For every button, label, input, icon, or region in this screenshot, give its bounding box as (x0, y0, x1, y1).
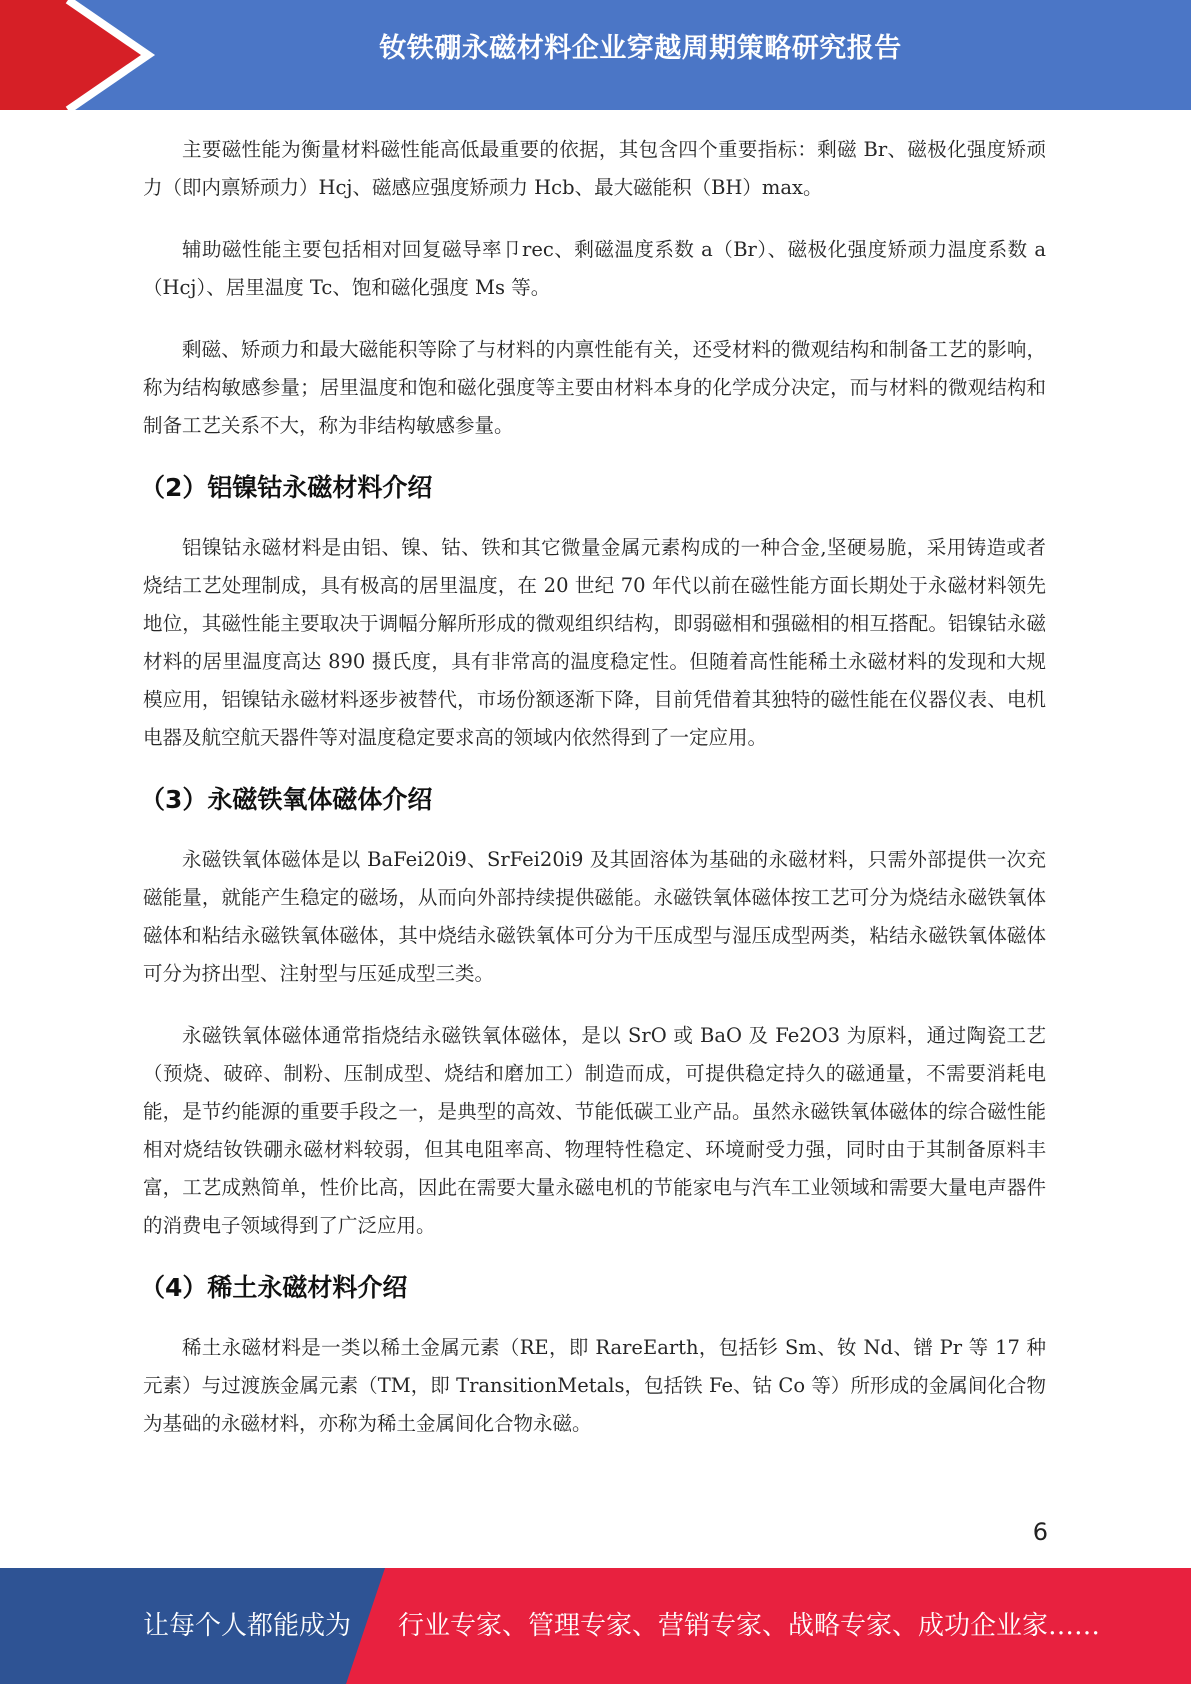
page-footer (0, 1568, 1191, 1684)
footer-slogan-left: 让每个人都能成为 (143, 1611, 352, 1641)
paragraph: 稀土永磁材料是一类以稀土金属元素（RE，即 RareEarth，包括钐 Sm、钕 Nd、镨 Pr 等 17 种元素）与过渡族金属元素（TM，即 TransitionMetals，包括铁 Fe、钴 Co 等）所形成的金属间化合物为基础的永磁材料，亦称为稀土金属间化合物永磁。 (143, 1336, 1046, 1435)
footer-slogan-right: 行业专家、管理专家、营销专家、战略专家、成功企业家…… (398, 1611, 1101, 1641)
paragraph: 主要磁性能为衡量材料磁性能高低最重要的依据，其包含四个重要指标：剩磁 Br、磁极化强度矫顽力（即内禀矫顽力）Hcj、磁感应强度矫顽力 Hcb、最大磁能积（BH）max。 (143, 138, 1046, 199)
section-heading: （4）稀土永磁材料介绍 (140, 1273, 408, 1302)
paragraph: 永磁铁氧体磁体是以 BaFei20i9、SrFei20i9 及其固溶体为基础的永磁材料，只需外部提供一次充磁能量，就能产生稳定的磁场，从而向外部持续提供磁能。永磁铁氧体磁体按工艺可分为烧结永磁铁氧体磁体和粘结永磁铁氧体磁体，其中烧结永磁铁氧体可分为干压成型与湿压成型两类，粘结永磁铁氧体磁体可分为挤出型、注射型与压延成型三类。 (143, 848, 1046, 985)
paragraph: 辅助磁性能主要包括相对回复磁导率卩rec、剩磁温度系数 a（Br）、磁极化强度矫顽力温度系数 a（Hcj）、居里温度 Tc、饱和磁化强度 Ms 等。 (143, 238, 1046, 299)
paragraph: 永磁铁氧体磁体通常指烧结永磁铁氧体磁体，是以 SrO 或 BaO 及 Fe2O3 为原料，通过陶瓷工艺（预烧、破碎、制粉、压制成型、烧结和磨加工）制造而成，可提供稳定持久的磁通量，不需要消耗电能，是节约能源的重要手段之一，是典型的高效、节能低碳工业产品。虽然永磁铁氧体磁体的综合磁性能相对烧结钕铁硼永磁材料较弱，但其电阻率高、物理特性稳定、环境耐受力强，同时由于其制备原料丰富，工艺成熟简单，性价比高，因此在需要大量永磁电机的节能家电与汽车工业领域和需要大量电声器件的消费电子领域得到了广泛应用。 (143, 1024, 1046, 1237)
section-heading: （2）铝镍钴永磁材料介绍 (140, 473, 433, 502)
page-number: 6 (1032, 1518, 1048, 1546)
section-heading: （3）永磁铁氧体磁体介绍 (140, 785, 433, 814)
document-body (140, 131, 1046, 1467)
paragraph: 铝镍钴永磁材料是由铝、镍、钴、铁和其它微量金属元素构成的一种合金,坚硬易脆，采用铸造或者烧结工艺处理制成，具有极高的居里温度，在 20 世纪 70 年代以前在磁性能方面长期处于永磁材料领先地位，其磁性能主要取决于调幅分解所形成的微观组织结构，即弱磁相和强磁相的相互搭配。铝镍钴永磁材料的居里温度高达 890 摄氏度，具有非常高的温度稳定性。但随着高性能稀土永磁材料的发现和大规模应用，铝镍钴永磁材料逐步被替代，市场份额逐渐下降，目前凭借着其独特的磁性能在仪器仪表、电机电器及航空航天器件等对温度稳定要求高的领域内依然得到了一定应用。 (143, 536, 1046, 749)
page-header (0, 0, 1191, 110)
paragraph: 剩磁、矫顽力和最大磁能积等除了与材料的内禀性能有关，还受材料的微观结构和制备工艺的影响，称为结构敏感参量；居里温度和饱和磁化强度等主要由材料本身的化学成分决定，而与材料的微观结构和制备工艺关系不大，称为非结构敏感参量。 (143, 338, 1046, 437)
report-title: 钕铁硼永磁材料企业穿越周期策略研究报告 (379, 33, 902, 64)
